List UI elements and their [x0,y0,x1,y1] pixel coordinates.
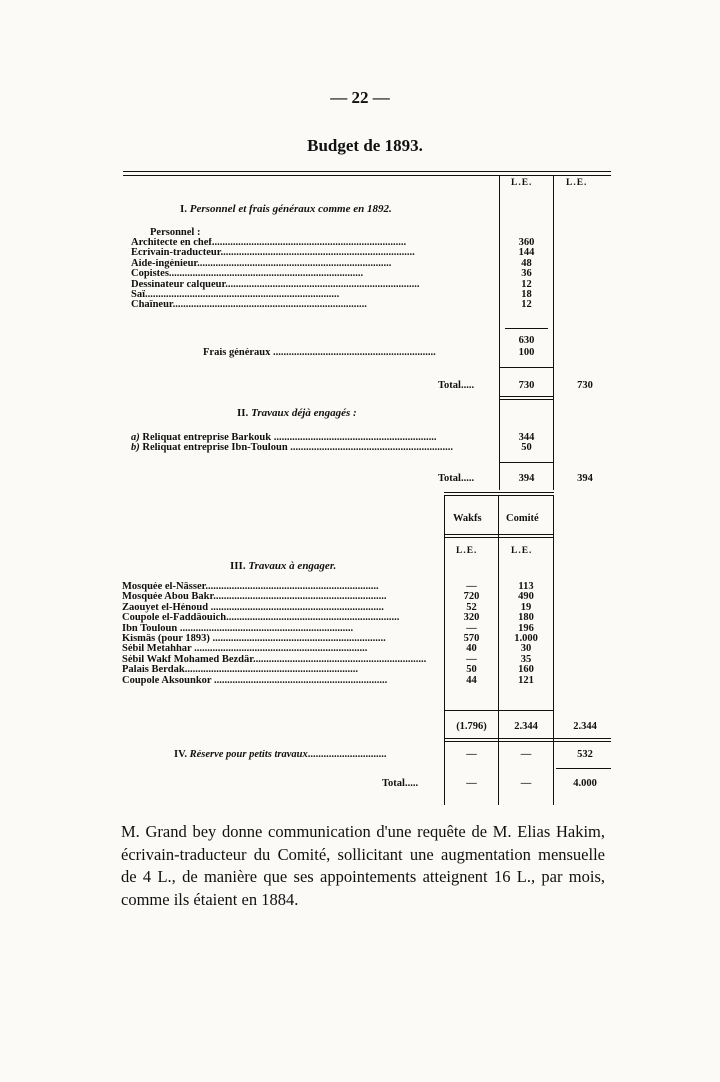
list-item: Saï.......................................................................... [131,289,340,300]
list-item: Sébil Metahhar .................................................................. [122,644,368,655]
wakfs-value: — [466,582,477,592]
column-header-le-1: L.E. [511,178,533,188]
wakfs-value: 570 [463,633,480,644]
page-title: Budget de 1893. [307,136,423,155]
list-item: Ecrivain-traducteur.......................................................................... [131,248,415,259]
minutes-paragraph: M. Grand bey donne communication d'une requête de M. Elias Hakim, écrivain-traducteur du Comité, sollicitant une augmentation mensuelle de 4 L., de manière que ses appointements atteignent 16 L., par mois, comme ils étaient en 1884. [121,822,605,909]
section-2-roman: II. [237,407,249,419]
frais-label: Frais généraux [203,348,271,358]
column-divider-right [553,176,554,490]
comite-value: 30 [520,644,532,655]
section-4-wakfs: — [466,749,477,760]
item-value: 50 [521,443,532,454]
section-4-value: 532 [577,749,593,760]
list-item: Coupole Aksounkor .................................................................. [122,675,388,686]
frais-row: Frais généraux .............................................................. [203,348,436,358]
section-3-top-rule-2 [444,495,554,496]
item-value: 360 [518,238,535,248]
comite-divider-right [553,495,554,805]
wakfs-value: 44 [466,675,477,686]
section-3-double-rule [444,738,611,739]
section-1-title: Personnel et frais généraux comme en 1892. [189,203,392,215]
section-3-header-rule [444,534,554,535]
section-3-double-rule-2 [444,741,611,742]
item-value: 12 [521,300,532,311]
grand-total-value: 4.000 [573,778,597,789]
section-2-total: 394 [518,473,535,484]
list-item: Mosquée Abou Bakr.................................................................. [122,592,387,603]
section-1-total-col2: 730 [577,380,593,391]
item-value: 36 [521,269,532,280]
section-3-total-comite: 2.344 [514,721,538,732]
item-value: 344 [518,433,535,443]
list-item: a) Reliquat entreprise Barkouk .............................................................. [131,433,437,443]
section-4-comite: — [520,749,532,760]
comite-value: 180 [518,613,534,624]
list-item: Chaîneur.......................................................................... [131,300,367,311]
table-top-rule [123,171,611,172]
column-header-comite: Comité [506,513,539,524]
column-header-le-2: L.E. [566,178,588,188]
comite-value: 490 [518,592,534,603]
list-item: b) Reliquat entreprise Ibn-Touloun .............................................................. [131,443,454,454]
section-3-roman: III. [230,560,246,572]
list-item: Aide-ingénieur.......................................................................... [131,258,392,269]
section-1-item-labels [131,238,497,311]
comite-value: 121 [518,675,534,686]
comite-value: 160 [518,665,534,676]
section-4-roman: IV. [174,750,187,760]
item-value: 12 [521,279,532,290]
wakfs-value: — [466,654,477,665]
total-rule-2 [500,462,553,463]
list-item: Copistes.......................................................................... [131,269,364,280]
item-value: 48 [521,258,532,269]
list-item: Ibn Touloun .................................................................. [122,623,354,634]
column-header-le-wakfs: L.E. [456,546,478,556]
section-3-item-labels [122,582,442,686]
list-item: Kismâs (pour 1893) .................................................................. [122,633,386,644]
section-3-header-rule-2 [444,537,554,538]
list-item: Architecte en chef.......................................................................... [131,238,407,248]
section-3-total-rule [444,710,554,711]
grand-total-label: Total..... [382,778,419,789]
list-item: Mosquée el-Nâsser.................................................................. [122,582,379,592]
list-item: Zaouyet el-Hénoud .................................................................. [122,602,384,613]
personnel-label: Personnel : [150,227,201,238]
section-4-title: Réserve pour petits travaux [189,750,308,760]
wakfs-value: 50 [466,665,477,676]
list-item: Palais Berdak.................................................................. [122,665,358,676]
section-1-heading [180,203,392,215]
section-3-total-wakfs: (1.796) [456,721,487,732]
section-2-total-col2: 394 [577,473,593,484]
wakfs-value: — [466,623,477,634]
total-rule-1 [500,367,553,368]
subtotal-rule [505,328,548,329]
section-1-total: 730 [518,380,535,391]
list-item: Sébil Wakf Mohamed Bezdâr.................................................................. [122,654,427,665]
column-header-le-comite: L.E. [511,546,533,556]
section-2-total-label: Total..... [438,473,475,484]
section-1-roman: I. [180,203,188,215]
section-2-item-values [500,433,553,454]
comite-value: 19 [520,602,532,613]
comite-value: 113 [518,582,534,592]
column-header-wakfs: Wakfs [453,513,482,524]
section-2-item-labels [131,433,497,454]
comite-value: 35 [520,654,532,665]
item-value: 144 [518,248,535,259]
list-item: Dessinateur calqueur.......................................................................... [131,279,420,290]
wakfs-value: 52 [466,602,477,613]
wakfs-value: 40 [466,644,477,655]
frais-value: 100 [518,347,535,358]
section-3-comite-values [499,582,553,686]
section-1-item-values [500,238,553,311]
table-top-rule-2 [123,175,611,176]
item-value: 18 [521,289,532,300]
section-3-top-rule [444,492,554,493]
grand-total-wakfs: — [466,778,477,789]
page-number: — 22 — [330,88,390,107]
comite-value: 196 [518,623,534,634]
section-3-title: Travaux à engager. [248,560,337,572]
section-4-row: IV. Réserve pour petits travaux.............................. [174,750,387,760]
section-1-subtotal: 630 [518,335,535,346]
comite-value: 1.000 [514,633,538,644]
wakfs-value: 320 [463,613,480,624]
section-2-title: Travaux déjà engagés : [251,407,357,419]
list-item: Coupole el-Faddâouich.................................................................. [122,613,400,624]
section-3-total-col2: 2.344 [573,721,597,732]
section-2-heading [237,407,357,419]
total-rule-1c [500,399,553,400]
grand-total-comite: — [520,778,532,789]
section-3-heading [230,560,336,572]
total-rule-1b [500,396,553,397]
grand-total-rule [556,768,611,769]
section-3-wakfs-values [445,582,498,686]
wakfs-value: 720 [463,592,480,603]
section-1-total-label: Total..... [438,380,475,391]
